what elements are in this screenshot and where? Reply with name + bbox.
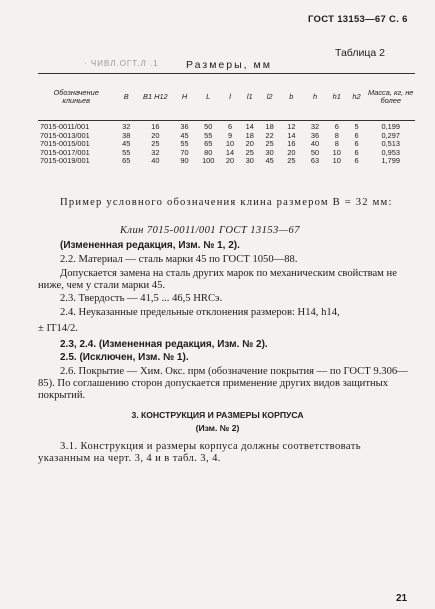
col-header-B: B [123, 92, 129, 101]
table-label: Таблица 2 [335, 47, 385, 59]
table-cell: 25 [287, 156, 296, 166]
table-cell: 16 [287, 139, 296, 149]
table-cell: 25 [151, 139, 160, 149]
section-3-title: 3. КОНСТРУКЦИЯ И РАЗМЕРЫ КОРПУСА [131, 410, 304, 420]
paragraph-2-6: 2.6. Покрытие — Хим. Окс. прм (обозначение покрытия — по ГОСТ 9.306—85). По соглашению сторон допускается применение других видов защитных покрытий. [38, 366, 408, 402]
table-cell: 10 [332, 147, 341, 157]
table-cell: 6 [334, 122, 339, 131]
table-cell: 6 [354, 156, 359, 166]
table-cell: 14 [225, 147, 235, 157]
table-cell-designation: 7015-0013/001 [40, 130, 90, 140]
table-cell-designation: 7015-0017/001 [40, 147, 90, 157]
table-cell: 36 [180, 122, 189, 131]
example-intro: Пример условного обозначения клина размером B = 32 мм: [60, 197, 393, 208]
table-cell: 40 [151, 156, 160, 166]
table-cell: 14 [245, 122, 254, 131]
table-cell: 25 [265, 139, 274, 149]
table-cell: 70 [180, 147, 189, 157]
table-cell: 18 [245, 130, 254, 140]
table-cell: 63 [310, 156, 320, 166]
table-cell: 32 [122, 122, 131, 131]
table-cell-designation: 7015-0011/001 [40, 122, 90, 131]
table-cell: 20 [225, 156, 235, 166]
table-row [38, 157, 415, 166]
table-cell: 16 [151, 122, 160, 131]
paragraph-2-3: 2.3. Твердость — 41,5 ... 46,5 HRCэ. [60, 293, 223, 304]
table-cell: 38 [122, 130, 131, 140]
col-header-l1: l1 [246, 92, 253, 101]
edit-note-1: (Измененная редакция, Изм. № 1, 2). [60, 240, 240, 251]
col-header-H: H [181, 92, 188, 101]
table-cell: 20 [151, 130, 160, 140]
table-cell: 55 [122, 147, 131, 157]
table-cell: 6 [354, 147, 359, 157]
table-cell: 6 [227, 122, 233, 131]
table-cell: 0,953 [381, 147, 400, 157]
table-cell: 18 [265, 122, 274, 131]
edit-note-2: 2.3, 2.4. (Измененная редакция, Изм. № 2). [60, 339, 268, 350]
col-header-mass: Масса, кг, не более [368, 88, 414, 105]
table-cell: 36 [310, 130, 320, 140]
paragraph-2-4: 2.4. Неуказанные предельные отклонения размеров: H14, h14, [60, 307, 340, 318]
table-cell: 14 [287, 130, 296, 140]
col-header-b: b [289, 92, 294, 101]
table-cell: 25 [245, 147, 254, 157]
table-cell: 55 [204, 130, 213, 140]
col-header-L: L [206, 92, 211, 101]
table-cell: 65 [122, 156, 131, 166]
table-cell: 12 [287, 122, 296, 131]
table-cell: 45 [265, 156, 274, 166]
table-cell: 8 [334, 130, 339, 140]
table-cell: 8 [334, 139, 339, 149]
table-cell: 50 [204, 122, 213, 131]
table-cell: 0,297 [381, 130, 400, 140]
table-cell: 10 [225, 139, 235, 149]
table-cell: 6 [354, 139, 359, 149]
col-header-h1: h1 [332, 92, 341, 101]
col-header-h: h [312, 92, 318, 101]
col-header-h2: h2 [352, 92, 361, 101]
paragraph-2-2: 2.2. Материал — сталь марки 45 по ГОСТ 1050—88. [60, 254, 298, 265]
table-body [38, 120, 415, 166]
table-cell: 9 [227, 130, 233, 140]
paragraph-2-4-tolerance: ± IT14/2. [38, 323, 78, 334]
table-cell: 20 [287, 147, 296, 157]
table-cell-designation: 7015-0019/001 [40, 156, 90, 166]
table-cell: 30 [245, 156, 254, 166]
table-cell: 6 [354, 130, 359, 140]
paragraph-2-2-substitution: Допускается замена на сталь других марок по механическим свойствам не ниже, чем у стали марки 45. [38, 268, 397, 292]
table-cell: 0,513 [381, 139, 400, 149]
table-cell: 40 [310, 139, 320, 149]
table-cell: 100 [202, 156, 215, 166]
example-designation: Клин 7015-0011/001 ГОСТ 13153—67 [120, 225, 300, 236]
table-cell: 20 [245, 139, 254, 149]
table-cell-designation: 7015-0015/001 [40, 139, 90, 149]
table-header-row [38, 74, 415, 120]
table-cell: 10 [332, 156, 341, 166]
table-cell: 5 [354, 122, 359, 131]
table-cell: 22 [265, 130, 274, 140]
standard-header: ГОСТ 13153—67 С. 6 [308, 14, 408, 25]
archive-stamp: · ЧИВЛ.ОГТ.Л .1 [84, 59, 159, 68]
table-cell: 1,799 [381, 156, 400, 166]
dimensions-table [38, 74, 415, 166]
table-row [38, 120, 415, 132]
table-cell: 90 [180, 156, 189, 166]
page-number: 21 [396, 593, 408, 604]
table-cell: 55 [180, 139, 189, 149]
col-header-l2: l2 [266, 92, 273, 101]
table-cell: 50 [310, 147, 320, 157]
table-cell: 65 [204, 139, 213, 149]
table-cell: 32 [310, 122, 320, 131]
table-cell: 80 [204, 147, 213, 157]
table-cell: 45 [122, 139, 131, 149]
table-cell: 30 [265, 147, 274, 157]
section-3-subtitle: (Изм. № 2) [195, 423, 240, 433]
paragraph-2-5: 2.5. (Исключен, Изм. № 1). [60, 352, 189, 363]
paragraph-3-1: 3.1. Конструкция и размеры корпуса должны соответствовать указанным на черт. 3, 4 и в табл. 3, 4. [38, 441, 362, 465]
col-header-designation: Обозначение клиньев [53, 88, 99, 105]
col-header-B1: B1 H12 [143, 92, 168, 101]
table-cell: 45 [180, 130, 189, 140]
table-cell: 32 [151, 147, 160, 157]
table-cell: 0,199 [381, 122, 400, 131]
col-header-l: l [229, 92, 231, 101]
table-title: Размеры, мм [186, 59, 272, 71]
